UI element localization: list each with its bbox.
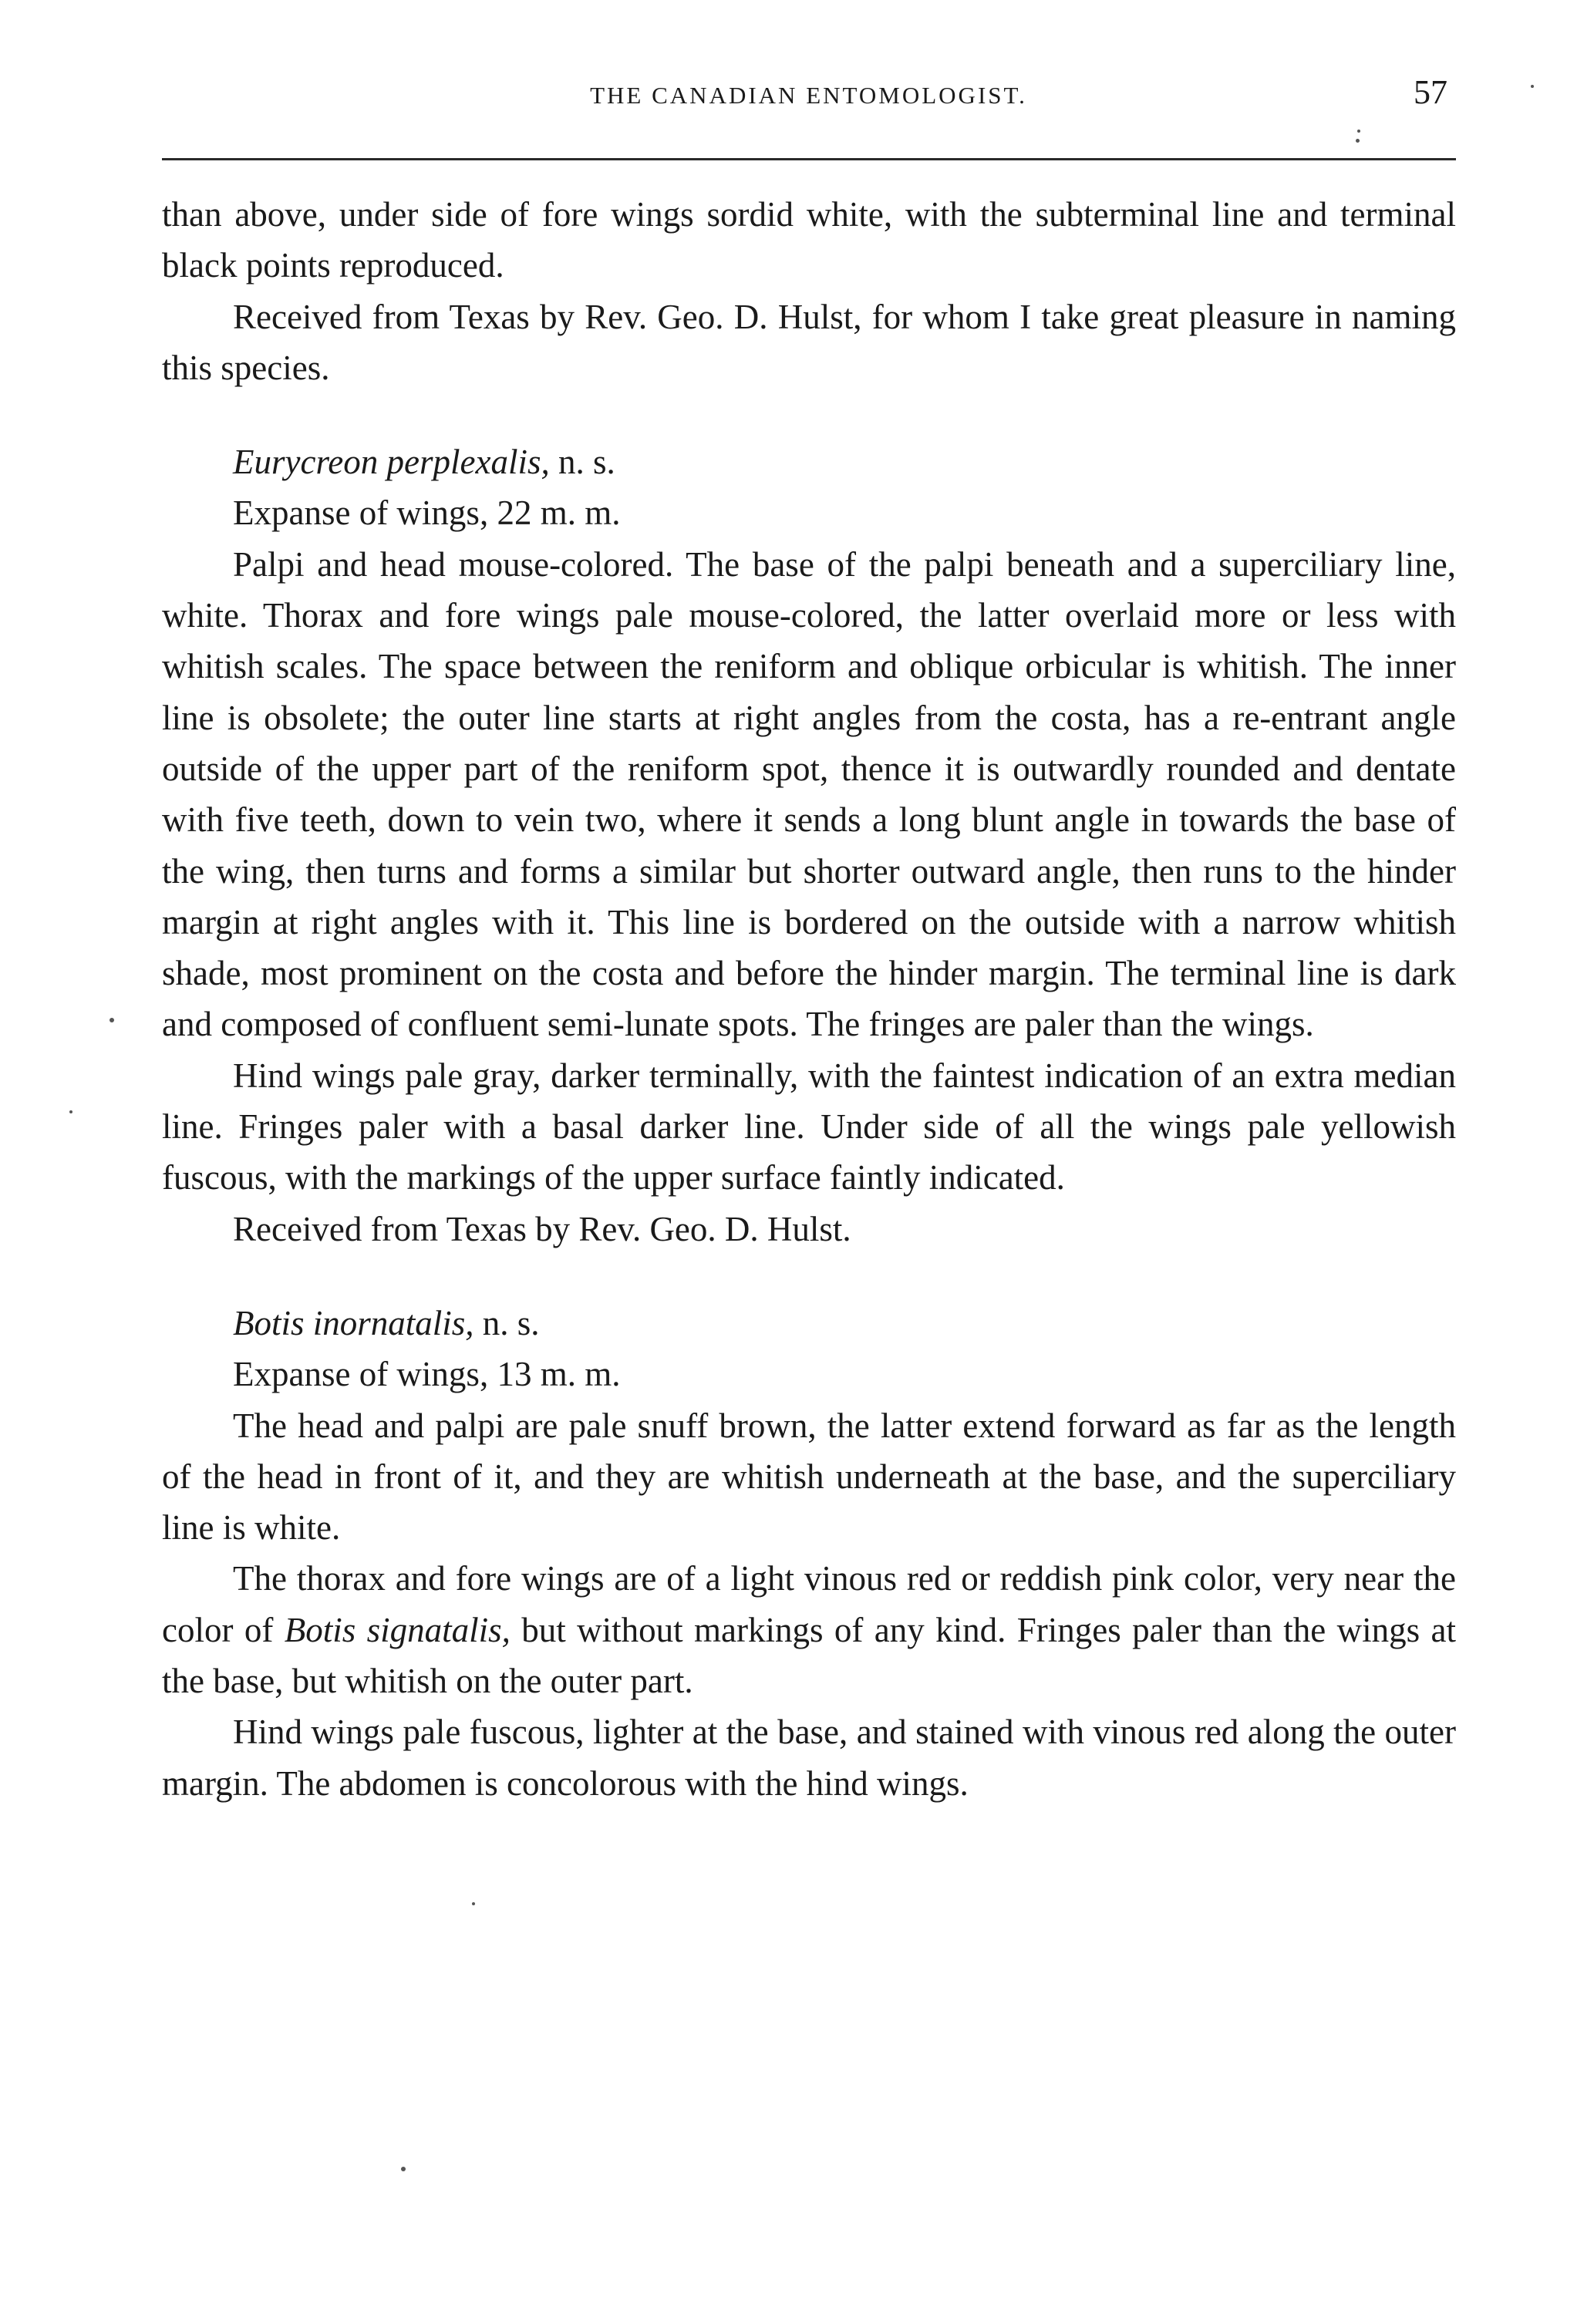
description-text: but without markings of any kind. Fringes paler than the wings at the base, but whitish on the outer part.: [162, 1610, 1456, 1701]
species-heading-eurycreon: [162, 436, 1456, 487]
description-text: The thorax and fore wings are of a light vinous red or reddish pink color, very near the color of: [162, 1559, 1456, 1649]
description-paragraph: [162, 1553, 1456, 1706]
body-text: [162, 189, 1456, 1809]
scan-speck: [1531, 85, 1534, 88]
scan-speck: [1357, 130, 1360, 133]
description-paragraph: The head and palpi are pale snuff brown, the latter extend forward as far as the length of the head in front of it, and they are whitish underneath at the base, and the superciliary line is white.: [162, 1406, 1456, 1548]
species-name: Eurycreon perplexalis,: [233, 443, 550, 482]
species-suffix: n. s.: [549, 443, 615, 482]
paragraph-received-1: Received from Texas by Rev. Geo. D. Hulst, for whom I take great pleasure in naming this species.: [162, 297, 1456, 387]
running-head: THE CANADIAN ENTOMOLOGIST.: [590, 82, 1027, 109]
description-paragraph: Hind wings pale fuscous, lighter at the base, and stained with vinous red along the outer margin. The abdomen is concolorous with the hind wings.: [162, 1713, 1456, 1803]
scan-speck: [1356, 139, 1360, 143]
scan-speck: [110, 1018, 114, 1022]
page-header: [162, 73, 1455, 130]
species-suffix: n. s.: [473, 1303, 540, 1342]
species-heading-botis: [162, 1298, 1456, 1349]
page-number: 57: [1414, 73, 1447, 111]
species-name: Botis inornatalis,: [233, 1303, 474, 1342]
description-paragraph: Hind wings pale gray, darker terminally, with the faintest indication of an extra median line. Fringes paler with a basal darker line. Under side of all the wings pale yellowish fuscous, with the markings of the upper surface faintly indicated.: [162, 1056, 1456, 1197]
expanse-line: Expanse of wings, 13 m. m.: [233, 1355, 621, 1394]
scan-speck: [69, 1110, 72, 1113]
scan-speck: [472, 1902, 475, 1905]
expanse-line: Expanse of wings, 22 m. m.: [233, 493, 621, 533]
header-rule: [162, 158, 1456, 160]
scan-speck: [401, 2167, 406, 2171]
description-paragraph: Palpi and head mouse-colored. The base of the palpi beneath and a superciliary line, white. Thorax and fore wings pale mouse-colored, the latter overlaid more or less with whitish scales. The space between the reniform and oblique orbicular is whitish. The inner line is obsolete; the outer line starts at right angles from the costa, has a re-entrant angle outside of the upper part of the reniform spot, thence it is outwardly rounded and dentate with five teeth, down to vein two, where it sends a long blunt angle in towards the base of the wing, then turns and forms a similar but shorter outward angle, then runs to the hinder margin at right angles with it. This line is bordered on the outside with a narrow whitish shade, most prominent on the costa and before the hinder margin. The terminal line is dark and composed of confluent semi-lunate spots. The fringes are paler than the wings.: [162, 544, 1456, 1044]
species-reference: Botis signatalis,: [284, 1610, 511, 1649]
received-line: Received from Texas by Rev. Geo. D. Hulst.: [233, 1209, 851, 1248]
paragraph-continuation: than above, under side of fore wings sordid white, with the subterminal line and terminal black points reproduced.: [162, 195, 1456, 285]
